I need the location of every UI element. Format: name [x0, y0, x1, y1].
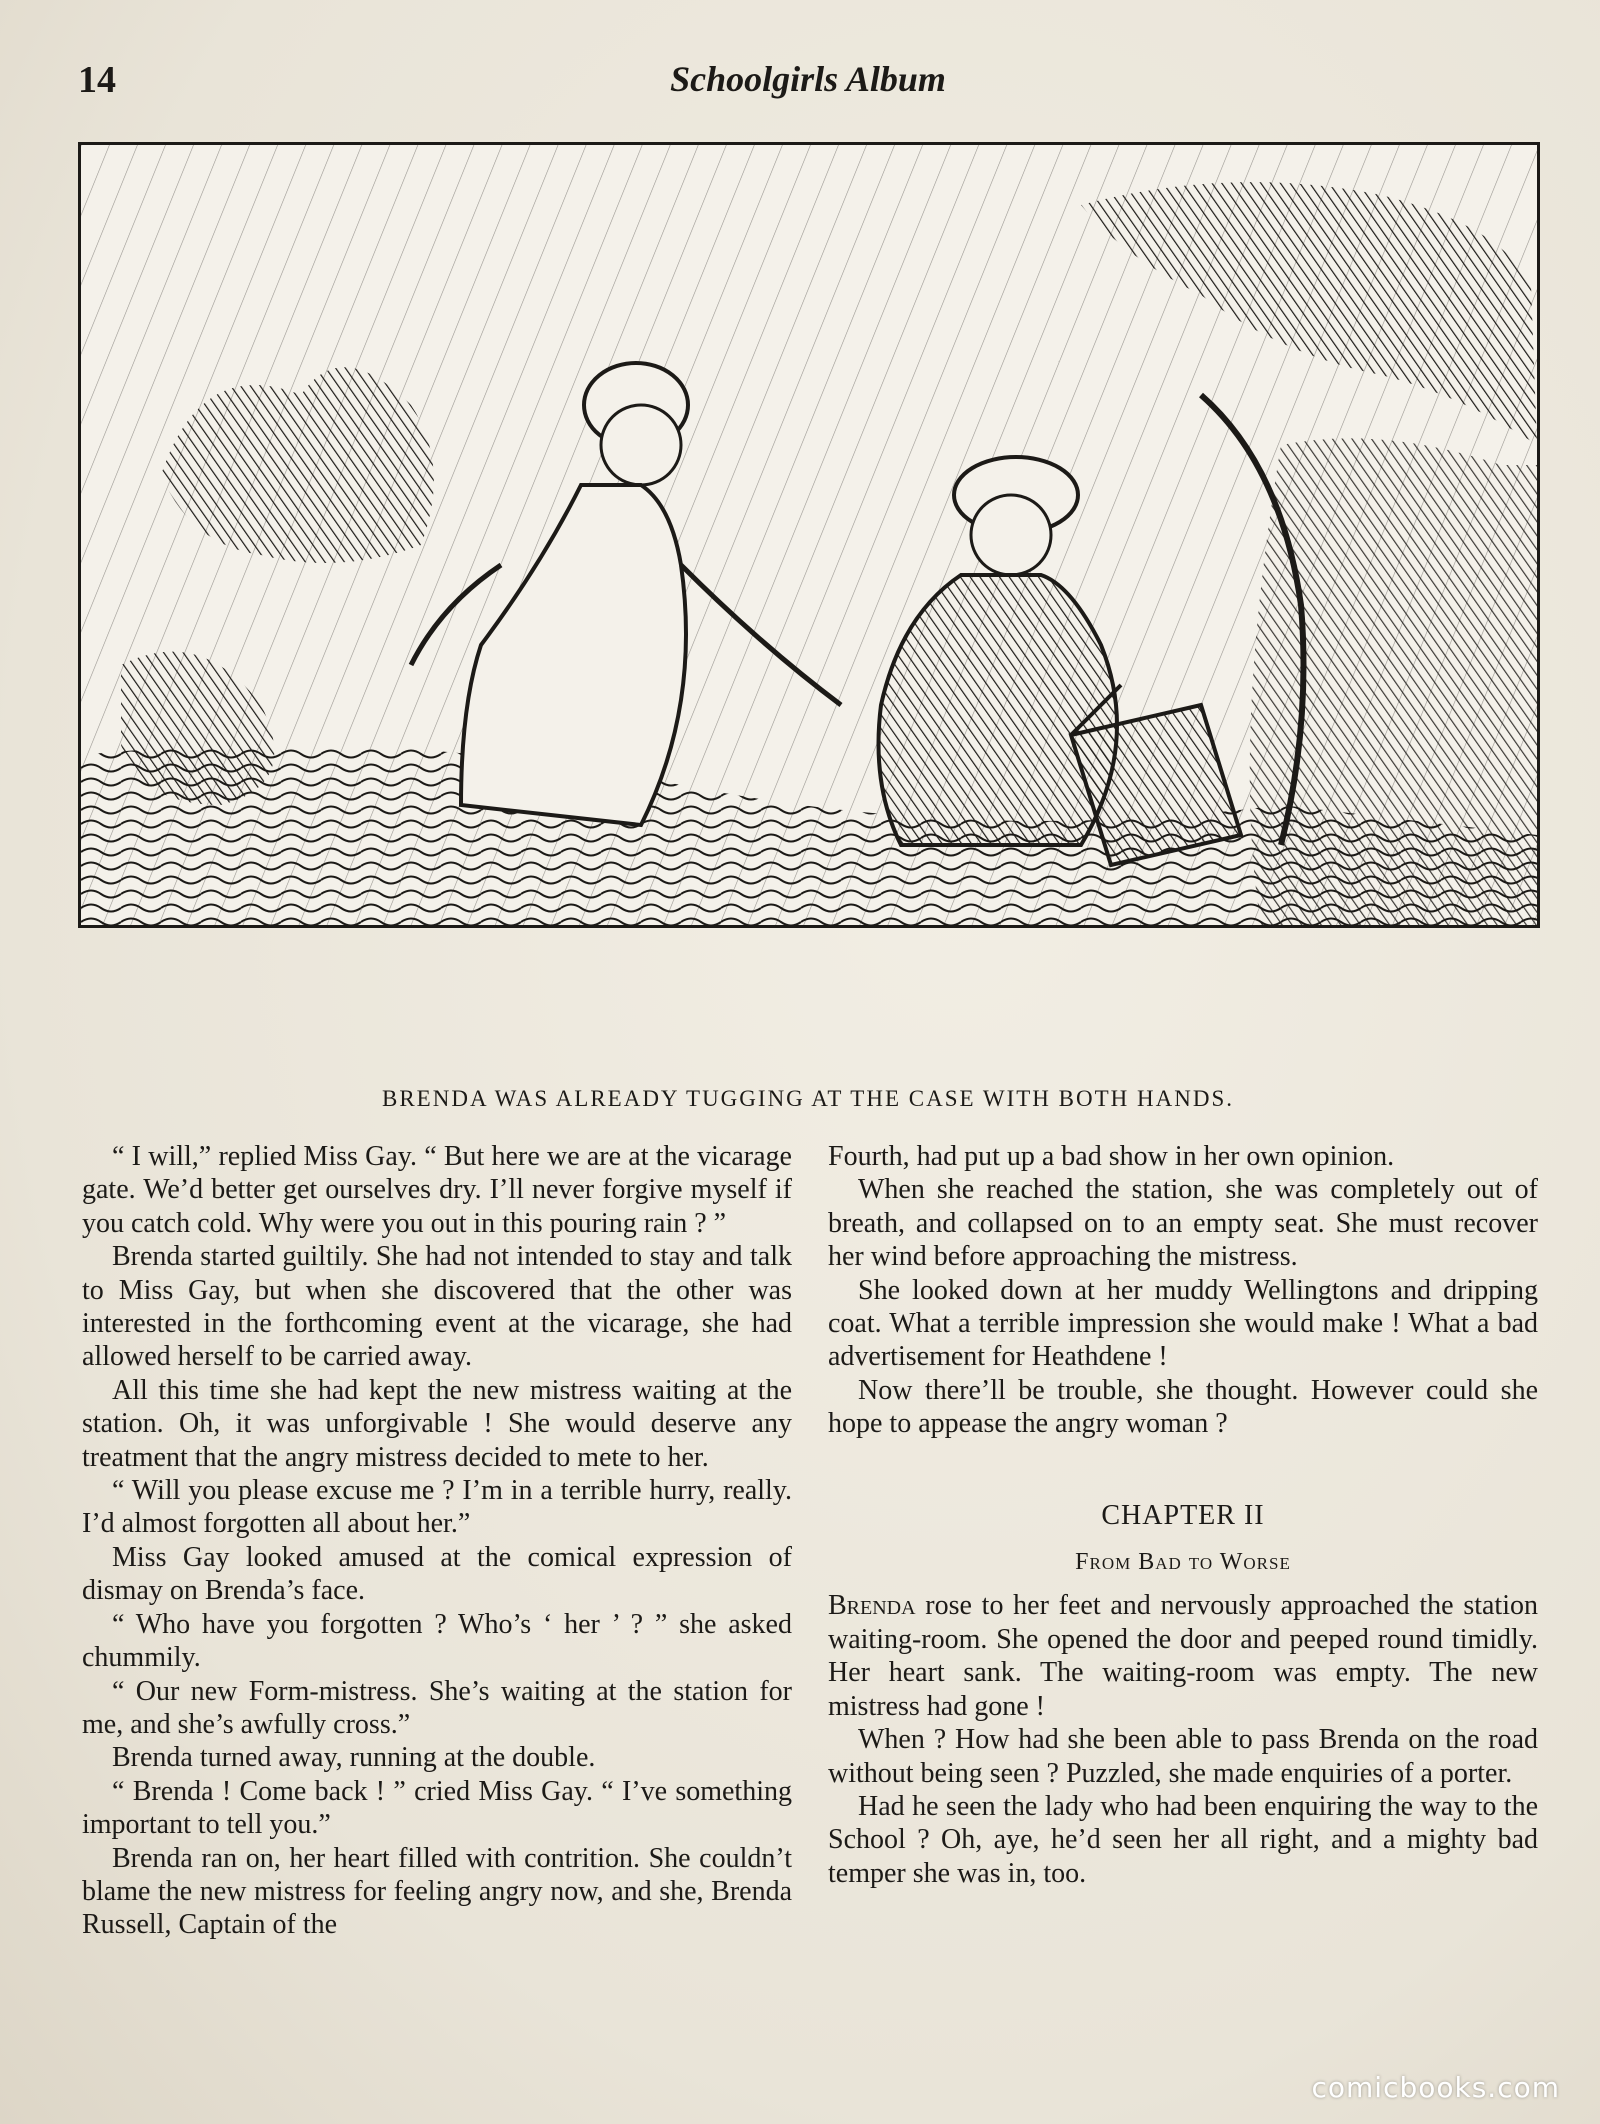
paragraph: Now there’ll be trouble, she thought. However could she hope to appease the angry woman ?: [828, 1374, 1538, 1440]
paragraph: She looked down at her muddy Wellingtons and dripping coat. What a terrible impression she would make ! What a bad advertisement for Heathdene !: [828, 1274, 1538, 1373]
girl-face-right: [971, 495, 1051, 575]
paragraph: “ I will,” replied Miss Gay. “ But here we are at the vicarage gate. We’d better get ourselves dry. I’ll never forgive myself if you catch cold. Why were you out in this pouring rain ? ”: [82, 1141, 792, 1239]
chapter-lead-text: rose to her feet and nervously approached the station waiting-room. She opened the door and peeped round timidly. Her heart sank. The waiting-room was empty. The new mistress had gone !: [828, 1590, 1538, 1722]
paragraph: Brenda turned away, running at the double.: [112, 1742, 596, 1774]
paragraph: Had he seen the lady who had been enquiring the way to the School ? Oh, aye, he’d seen her all right, and a mighty bad temper she was in, too.: [828, 1790, 1538, 1889]
site-watermark: comicbooks.com: [1311, 2071, 1560, 2104]
chapter-subtitle: From Bad to Worse: [1075, 1549, 1291, 1576]
paragraph: “ Our new Form-mistress. She’s waiting at the station for me, and she’s awfully cross.”: [82, 1675, 792, 1740]
paragraph: Fourth, had put up a bad show in her own opinion.: [828, 1141, 1395, 1172]
girl-face-left: [601, 405, 681, 485]
text-column-left: [82, 1140, 792, 1942]
story-illustration: [78, 142, 1540, 928]
paragraph: All this time she had kept the new mistress waiting at the station. Oh, it was unforgivable ! She would deserve any treatment that the angry mistress decided to mete to her.: [82, 1374, 792, 1473]
paragraph: Miss Gay looked amused at the comical expression of dismay on Brenda’s face.: [82, 1541, 792, 1607]
chapter-title: CHAPTER II: [1101, 1499, 1265, 1531]
text-column-right: [828, 1140, 1538, 1890]
paragraph: “ Who have you forgotten ? Who’s ‘ her ’ ? ” she asked chummily.: [82, 1608, 792, 1674]
paragraph: Brenda ran on, her heart filled with contrition. She couldn’t blame the new mistress for feeling angry now, and she, Brenda Russell, Captain of the: [82, 1842, 792, 1941]
running-title: Schoolgirls Album: [670, 59, 946, 99]
illustration-caption: BRENDA WAS ALREADY TUGGING AT THE CASE WITH BOTH HANDS.: [382, 1086, 1234, 1111]
chapter-lead-word: Brenda: [828, 1590, 916, 1622]
paragraph: “ Brenda ! Come back ! ” cried Miss Gay. “ I’ve something important to tell you.”: [82, 1775, 792, 1841]
paragraph: “ Will you please excuse me ? I’m in a terrible hurry, really. I’d almost forgotten all about her.”: [82, 1475, 792, 1540]
illustration-drawing: [81, 145, 1537, 925]
page-number: 14: [78, 59, 116, 101]
paragraph: When ? How had she been able to pass Brenda on the road without being seen ? Puzzled, she made enquiries of a porter.: [828, 1724, 1538, 1789]
chapter-opening-paragraph: [828, 1589, 1538, 1723]
paragraph: When she reached the station, she was completely out of breath, and collapsed on to an empty seat. She must recover her wind before approaching the mistress.: [828, 1174, 1538, 1273]
page-header: [78, 58, 1538, 108]
paragraph: Brenda started guiltily. She had not intended to stay and talk to Miss Gay, but when she discovered that the other was interested in the forthcoming event at the vicarage, she had allowed herself to be carried away.: [82, 1241, 792, 1373]
